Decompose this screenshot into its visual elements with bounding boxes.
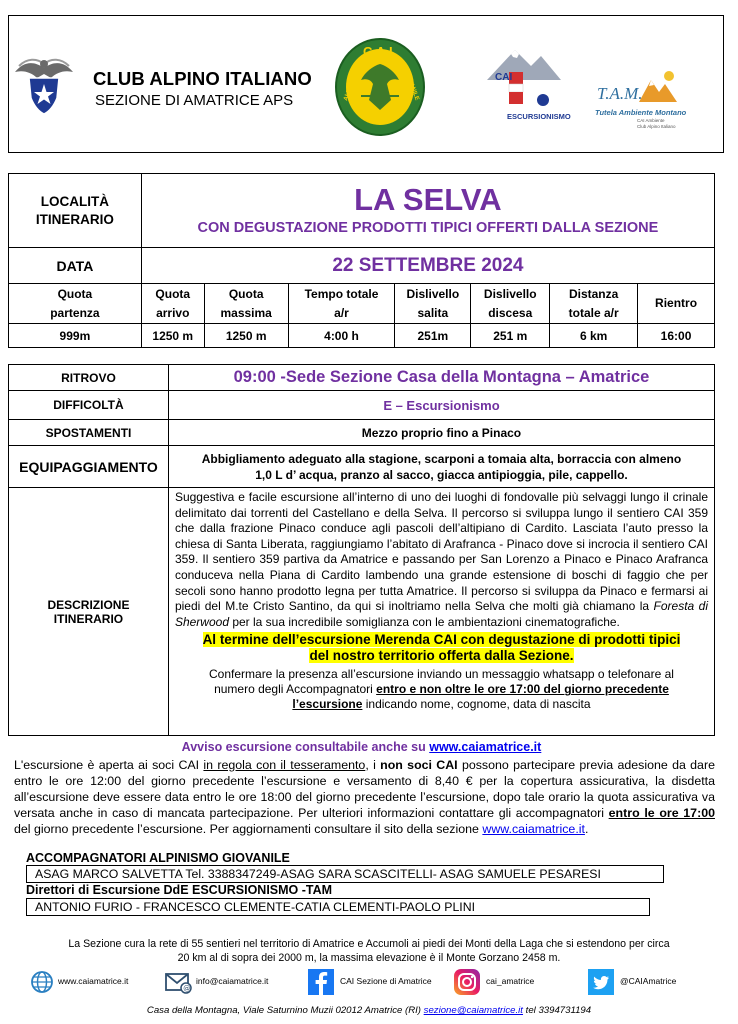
notice-text-end: . <box>584 822 589 836</box>
ritrovo-label: RITROVO <box>9 365 169 391</box>
details-table <box>8 364 715 736</box>
tam-logo-small-1: CAI Ambiente <box>637 118 665 123</box>
stat-header-line: massima <box>220 305 272 320</box>
contact-twitter[interactable]: @CAIAmatrice <box>620 976 677 986</box>
esc-logo-cai-text: CAI <box>495 72 513 83</box>
confirm-block <box>175 667 708 712</box>
twitter-icon <box>588 969 614 995</box>
tam-logo-subtitle: Tutela Ambiente Montano <box>595 108 687 117</box>
descrizione-label <box>9 488 169 736</box>
org-subtitle: SEZIONE DI AMATRICE APS <box>95 92 294 109</box>
footer-note-line-1: La Sezione cura la rete di 55 sentieri nel territorio di Amatrice e Accumoli ai piedi dei Monti della Laga che si estendono per circa <box>68 938 670 950</box>
confirm-line-1: Confermare la presenza all’escursione inviando un messaggio whatsapp o telefonare al <box>209 667 674 682</box>
highlight-line-2: del nostro territorio offerta dalla Sezione. <box>309 648 574 664</box>
notice-link[interactable]: www.caiamatrice.it <box>482 822 585 836</box>
dde-names: ANTONIO FURIO - FRANCESCO CLEMENTE-CATIA CLEMENTI-PAOLO PLINI <box>26 898 650 916</box>
highlight-block <box>175 632 708 664</box>
contacts-row <box>10 968 732 998</box>
facebook-icon <box>308 969 334 995</box>
ag-guides-title: ACCOMPAGNATORI ALPINISMO GIOVANILE <box>26 851 290 865</box>
header-logos <box>8 15 724 153</box>
stat-value: 999m <box>9 324 142 348</box>
stats-header-row <box>9 284 715 324</box>
stat-header-line: a/r <box>334 305 349 320</box>
stat-header <box>141 284 204 324</box>
equipaggiamento-label: EQUIPAGGIAMENTO <box>9 446 169 488</box>
footer-note <box>8 937 730 965</box>
notice-text-2: , i <box>365 758 381 772</box>
difficolta-value: E – Escursionismo <box>168 391 714 420</box>
stat-header <box>550 284 638 324</box>
spostamenti-label: SPOSTAMENTI <box>9 420 169 446</box>
confirm-line-2b: entro e non oltre le ore 17:00 del giorno precedente <box>376 682 669 697</box>
address-phone: tel 3394731194 <box>522 1005 592 1016</box>
svg-text:@: @ <box>183 984 191 993</box>
location-label: LOCALITÀ <box>40 193 110 209</box>
stat-header-line: Rientro <box>655 296 698 310</box>
stat-header <box>471 284 550 324</box>
address-text: Casa della Montagna, Viale Saturnino Muzii 02012 Amatrice (RI) <box>146 1005 424 1016</box>
notice-text-3: possono partecipare previa adesione da dare entro le ore 12:00 del giorno precedente l’escursione e versamento di 8,40 € per la copertura assicurativa, la disdetta all’escursione deve essere data entro le ore 18:00 del giorno precedente l’escursione, dopo tale orario la quota assicurativa va versata anche in caso di mancata partecipazione. Per ulteriori informazioni contattare gli accompagnatori <box>14 758 715 820</box>
date-label: DATA <box>9 248 142 284</box>
stat-value: 16:00 <box>638 324 715 348</box>
event-subtitle: CON DEGUSTAZIONE PRODOTTI TIPICI OFFERTI DALLA SEZIONE <box>197 219 659 236</box>
avviso-link[interactable]: www.caiamatrice.it <box>429 740 542 754</box>
equipaggiamento-value <box>168 446 714 488</box>
contact-email[interactable]: info@caiamatrice.it <box>196 976 269 986</box>
description-paragraph <box>175 490 708 630</box>
instagram-icon <box>454 969 480 995</box>
stat-value: 251m <box>395 324 471 348</box>
highlight-line-1: Al termine dell’escursione Merenda CAI con degustazione di prodotti tipici <box>202 632 681 648</box>
notice-paragraph <box>14 757 715 837</box>
desc-label-line-2: ITINERARIO <box>53 611 124 626</box>
footer-address <box>8 1005 730 1016</box>
stats-value-row <box>9 324 715 348</box>
footer-note-line-2: 20 km al di sopra dei 2000 m, la massima elevazione è il Monte Gorzano 2458 m. <box>177 952 561 964</box>
confirm-line-2a: numero degli Accompagnatori <box>214 682 377 697</box>
stat-header-line: salita <box>417 305 449 320</box>
event-date: 22 SETTEMBRE 2024 <box>141 248 714 284</box>
desc-label-line-1: DESCRIZIONE <box>47 597 130 612</box>
stat-header <box>638 284 715 324</box>
contact-instagram[interactable]: cai_amatrice <box>486 976 535 986</box>
globe-icon <box>30 970 54 994</box>
stat-header <box>9 284 142 324</box>
notice-text-1: L'escursione è aperta ai soci CAI <box>14 758 204 772</box>
stat-header-line: Quota <box>228 286 264 301</box>
desc-text-a: Suggestiva e facile escursione all’interno di uno dei luoghi di fondovalle più selvaggi lungo il crinale delimitato dai torrenti del Castellano e della Selva. Il percorso si sviluppa lungo il sentiero CAI 359 che dalla frazione Pinaco conduce agli pascoli dell’altipiano di Cardito. Lasciata l’auto presso la chiesa di Santa Liberata, raggiungiamo l’abitato di Arafranca - Pinaco dove si incrocia il sentiero CAI 359. Il sentiero 359 partiva da Amatrice e passando per San Lorenzo a Pinaco e Pinaco Arafranca conduceva nella Piana di Cardito lambendo una grande estensione di boschi di faggio che per secoli sono hanno prodotto legna per tutta Amatrice. Il percorso si sviluppa da Pinaco e fermarsi ai piedi del M.te Cristo Santino, da qui si inoltriamo nella Selva che molti già chiamano la <box>174 490 708 614</box>
confirm-line-3a: l’escursione <box>292 697 363 712</box>
stat-header <box>204 284 288 324</box>
stat-value: 1250 m <box>141 324 204 348</box>
address-email-link[interactable]: sezione@caiamatrice.it <box>423 1005 523 1016</box>
ag-logo-top-text: C.A.I. <box>363 44 397 59</box>
stat-value: 4:00 h <box>288 324 395 348</box>
esc-logo-text: ESCURSIONISMO <box>507 112 571 121</box>
org-name: CLUB ALPINO ITALIANO <box>93 68 312 89</box>
notice-text-1u: in regola con il tesseramento <box>203 758 366 772</box>
email-icon <box>164 968 192 996</box>
spostamenti-value: Mezzo proprio fino a Pinaco <box>168 420 714 446</box>
desc-text-italic: Foresta di Sherwood <box>174 599 709 629</box>
contact-facebook[interactable]: CAI Sezione di Amatrice <box>340 976 432 986</box>
stat-header-line: Dislivello <box>406 286 460 301</box>
notice-text-2b: non soci CAI <box>380 758 458 772</box>
tam-logo <box>591 66 691 134</box>
stat-header-line: totale a/r <box>568 305 619 320</box>
ag-guides-names: ASAG MARCO SALVETTA Tel. 3388347249-ASAG SARA SCASCITELLI- ASAG SAMUELE PESARESI <box>26 865 664 883</box>
ag-logo-left-text: ALPINISMO <box>343 68 361 102</box>
stat-header-line: Quota <box>155 286 191 301</box>
stat-header-line: Dislivello <box>483 286 537 301</box>
equip-line-2: 1,0 L d’ acqua, pranzo al sacco, giacca antipioggia, pile, cappello. <box>255 467 628 482</box>
tam-logo-small-2: Club Alpino Italiano <box>637 124 676 129</box>
notice-text-3b: entro le ore 17:00 <box>608 806 715 820</box>
stat-header-line: partenza <box>50 305 100 320</box>
difficolta-label: DIFFICOLTÀ <box>9 391 169 420</box>
ritrovo-value: 09:00 -Sede Sezione Casa della Montagna – Amatrice <box>168 365 714 391</box>
contact-website[interactable]: www.caiamatrice.it <box>58 976 129 986</box>
tam-logo-title: T.A.M. <box>597 84 643 103</box>
stat-header-line: Distanza <box>568 286 619 301</box>
stat-value: 6 km <box>550 324 638 348</box>
stat-header-line: arrivo <box>156 305 190 320</box>
avviso-text: Avviso escursione consultabile anche su <box>181 740 430 754</box>
notice-text-4: del giorno precedente l’escursione. Per aggiornamenti consultare il sito della sezione <box>14 822 483 836</box>
cai-eagle-logo <box>13 52 75 118</box>
alpinismo-giovanile-logo <box>333 36 427 138</box>
event-title: LA SELVA <box>354 181 502 217</box>
escursionismo-logo <box>481 40 571 130</box>
location-label-cell <box>9 174 142 248</box>
stat-header-line: discesa <box>488 305 533 320</box>
stat-header <box>288 284 395 324</box>
avviso-line <box>8 740 715 754</box>
confirm-line-3b: indicando nome, cognome, data di nascita <box>362 697 591 712</box>
event-info-table <box>8 173 715 348</box>
descrizione-cell <box>168 488 714 736</box>
equip-line-1: Abbigliamento adeguato alla stagione, scarponi a tomaia alta, borraccia con almeno <box>201 451 682 466</box>
desc-text-b: per la sua incredibile somiglianza con le ambientazioni cinematografiche. <box>229 614 620 629</box>
stat-header <box>395 284 471 324</box>
stat-value: 251 m <box>471 324 550 348</box>
stat-header-line: Quota <box>57 286 93 301</box>
dde-title: Direttori di Escursione DdE ESCURSIONISMO -TAM <box>26 883 333 897</box>
ag-logo-right-text: GIOVANILE <box>402 68 420 102</box>
event-title-cell <box>141 174 714 248</box>
itinerary-label: ITINERARIO <box>35 211 114 227</box>
stat-header-line: Tempo totale <box>304 286 379 301</box>
stat-value: 1250 m <box>204 324 288 348</box>
